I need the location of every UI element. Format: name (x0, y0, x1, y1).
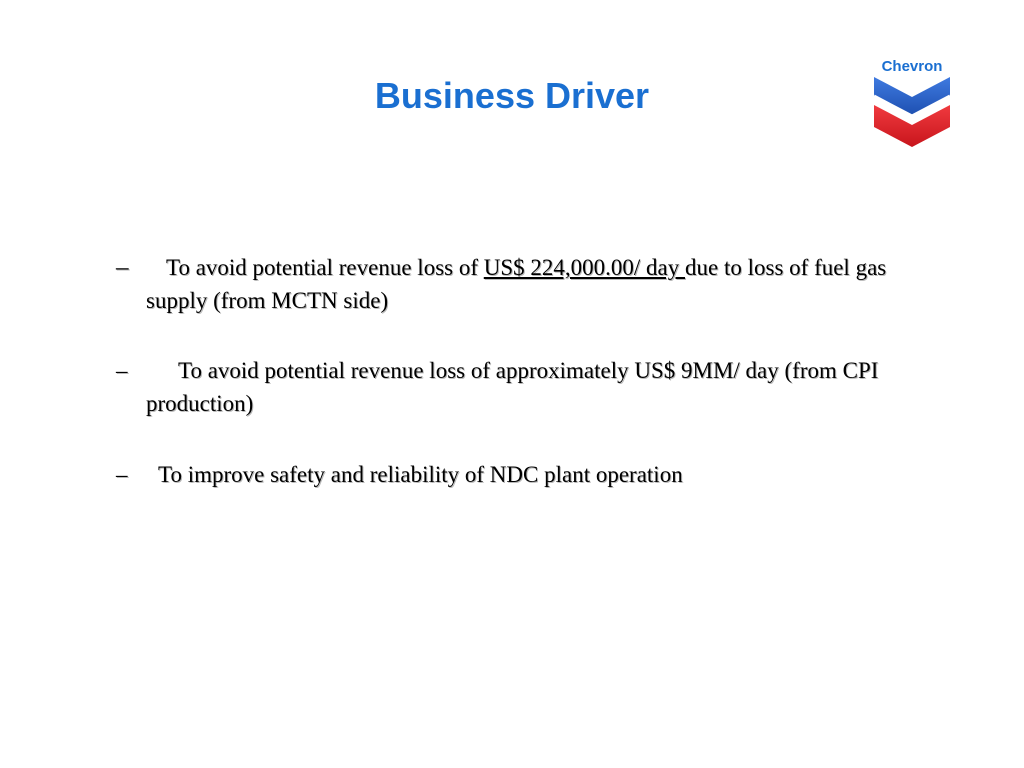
logo-wordmark: Chevron (881, 58, 943, 75)
bullet-text: To improve safety and reliability of NDC plant operation (158, 462, 683, 487)
bullet-item (116, 458, 966, 491)
bullet-marker: – (116, 254, 129, 281)
bullet-text: To avoid potential revenue loss of approximately US$ 9MM/ day (from CPI production) (146, 358, 879, 416)
bullet-text (116, 251, 936, 317)
slide-title: Business Driver (374, 75, 650, 116)
bullet-marker: – (116, 462, 128, 487)
bullet-item (116, 354, 966, 420)
bullet-item (116, 251, 936, 317)
bullet-text-end: due to loss of fuel gas supply (from MCTN side) (146, 255, 887, 313)
bullet-text-start: To avoid potential revenue loss of (166, 255, 484, 280)
bullet-marker: – (116, 358, 128, 383)
revenue-loss-amount: US$ 224,000.00/ day (483, 255, 686, 280)
